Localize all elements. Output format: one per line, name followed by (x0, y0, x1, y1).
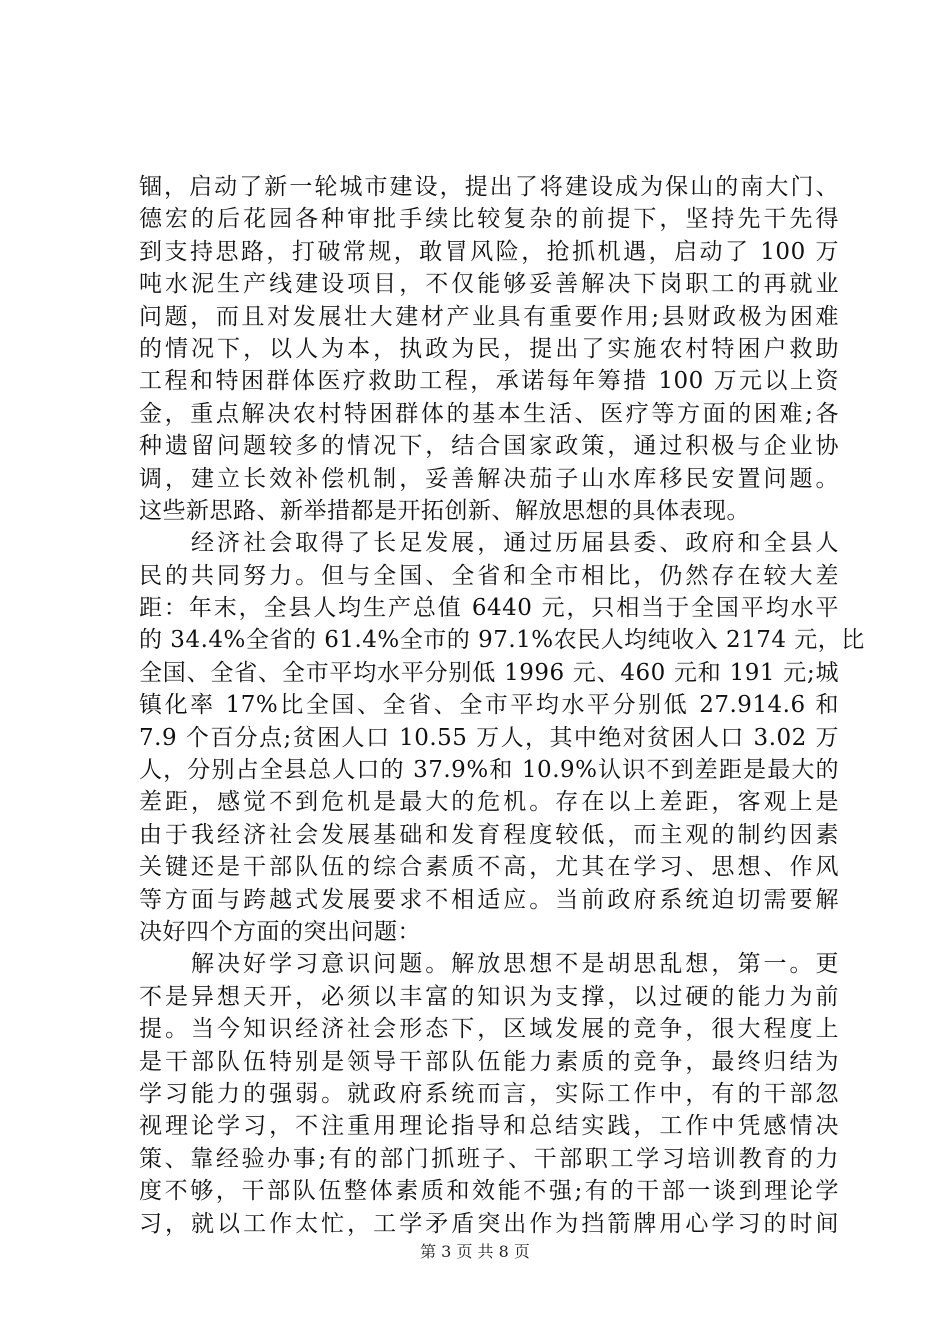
text-line: 锢，启动了新一轮城市建设，提出了将建设成为保山的南大门、 (139, 174, 839, 200)
text-line: 的 34.4%全省的 61.4%全市的 97.1%农民人均纯收入 2174 元，比 (139, 627, 865, 654)
page-number-footer: 第 3 页 共 8 页 (420, 1242, 530, 1261)
text-line: 工程和特困群体医疗救助工程，承诺每年筹措 100 万元以上资 (139, 368, 839, 395)
text-line: 不是异想天开，必须以丰富的知识为支撑，以过硬的能力为前 (139, 983, 839, 1010)
text-line: 金，重点解决农村特困群体的基本生活、医疗等方面的困难;各 (139, 400, 839, 427)
text-line: 距：年末，全县人均生产总值 6440 元，只相当于全国平均水平 (139, 595, 839, 622)
text-line: 经济社会取得了长足发展，通过历届县委、政府和全县人 (139, 530, 839, 557)
text-line: 等方面与跨越式发展要求不相适应。当前政府系统迫切需要解 (139, 886, 839, 913)
body-text (139, 171, 865, 1240)
text-line: 民的共同努力。但与全国、全省和全市相比，仍然存在较大差 (139, 562, 839, 589)
text-line: 镇化率 17%比全国、全省、全市平均水平分别低 27.914.6 和 (139, 692, 839, 719)
text-line: 由于我经济社会发展基础和发育程度较低，而主观的制约因素 (139, 821, 839, 848)
text-line: 是干部队伍特别是领导干部队伍能力素质的竞争，最终归结为 (139, 1048, 839, 1075)
text-line: 解决好学习意识问题。解放思想不是胡思乱想，第一。更 (139, 951, 839, 978)
text-line: 这些新思路、新举措都是开拓创新、解放思想的具体表现。 (139, 497, 750, 524)
text-line: 度不够，干部队伍整体素质和效能不强;有的干部一谈到理论学 (139, 1178, 839, 1205)
text-line: 视理论学习，不注重用理论指导和总结实践，工作中凭感情决 (139, 1113, 839, 1140)
text-line: 人，分别占全县总人口的 37.9%和 10.9%认识不到差距是最大的 (139, 757, 839, 784)
text-line: 策、靠经验办事;有的部门抓班子、干部职工学习培训教育的力 (139, 1145, 839, 1172)
text-line: 关键还是干部队伍的综合素质不高，尤其在学习、思想、作风 (139, 854, 839, 881)
text-line: 学习能力的强弱。就政府系统而言，实际工作中，有的干部忽 (139, 1080, 839, 1107)
text-line: 德宏的后花园各种审批手续比较复杂的前提下，坚持先干先得 (139, 206, 839, 233)
text-line: 吨水泥生产线建设项目，不仅能够妥善解决下岗职工的再就业 (139, 271, 839, 298)
text-line: 差距，感觉不到危机是最大的危机。存在以上差距，客观上是 (139, 789, 839, 816)
text-line: 的情况下，以人为本，执政为民，提出了实施农村特困户救助 (139, 335, 839, 362)
text-line: 提。当今知识经济社会形态下，区域发展的竞争，很大程度上 (139, 1016, 839, 1043)
text-line: 习，就以工作太忙，工学矛盾突出作为挡箭牌用心学习的时间 (139, 1210, 839, 1237)
text-line: 决好四个方面的突出问题： (139, 918, 421, 945)
text-line: 调，建立长效补偿机制，妥善解决茄子山水库移民安置问题。 (139, 465, 839, 492)
text-line: 全国、全省、全市平均水平分别低 1996 元、460 元和 191 元;城 (139, 659, 839, 686)
text-line: 问题，而且对发展壮大建材产业具有重要作用;县财政极为困难 (139, 303, 839, 330)
text-line: 7.9 个百分点;贫困人口 10.55 万人，其中绝对贫困人口 3.02 万 (139, 724, 839, 751)
text-line: 到支持思路，打破常规，敢冒风险，抢抓机遇，启动了 100 万 (139, 238, 839, 265)
text-line: 种遗留问题较多的情况下，结合国家政策，通过积极与企业协 (139, 433, 839, 460)
